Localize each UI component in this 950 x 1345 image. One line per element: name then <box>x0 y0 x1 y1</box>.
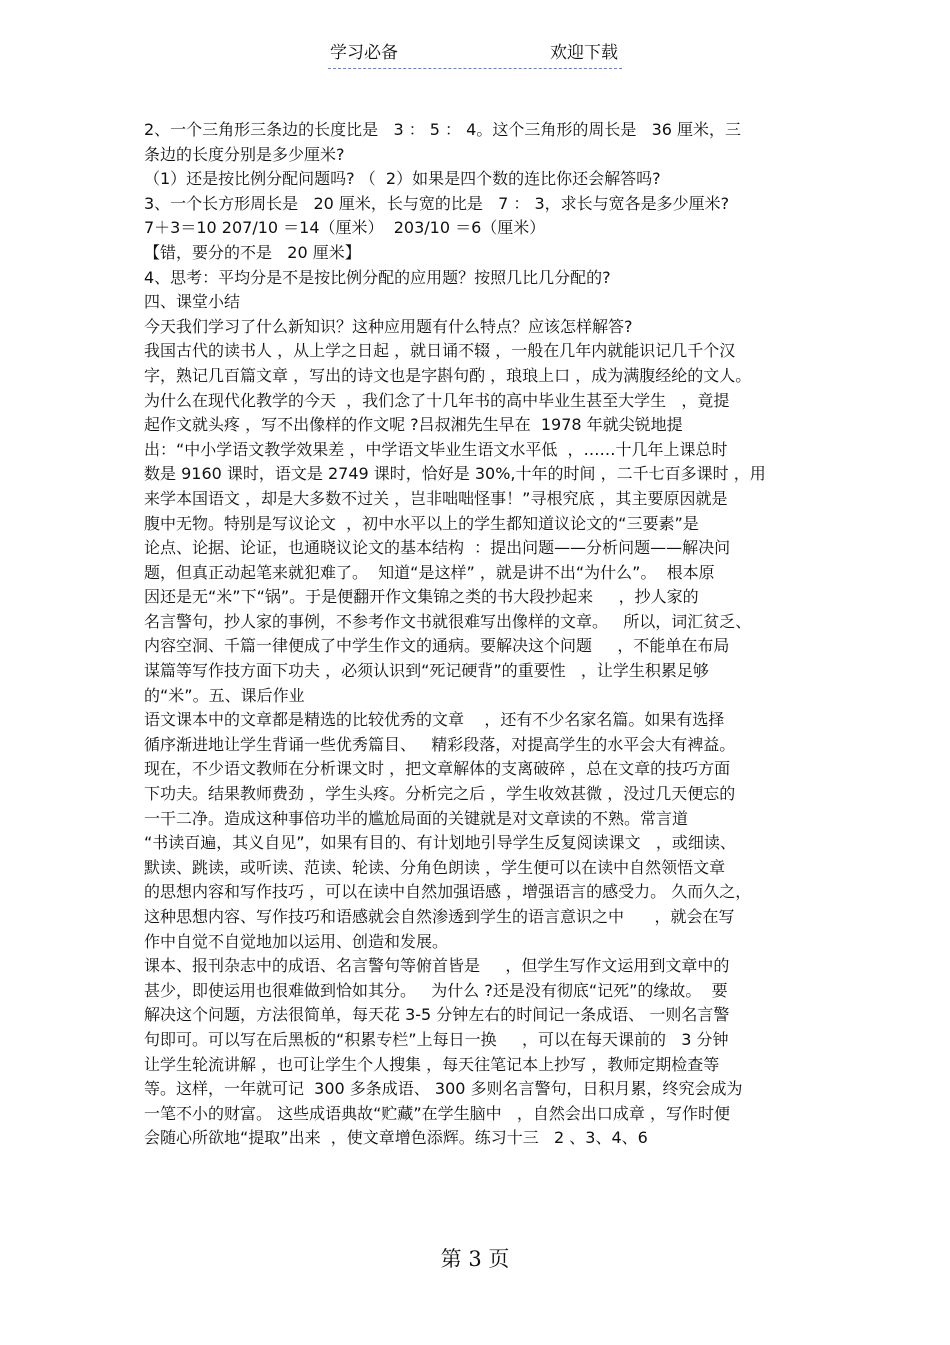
text-line: 甚少，即使运用也很难做到恰如其分。 为什么 ?还是没有彻底“记死”的缘故。 要 <box>144 980 728 1000</box>
text-line: 让学生轮流讲解 ，也可让学生个人搜集 ，每天往笔记本上抄写 ，教师定期检查等 <box>144 1054 720 1074</box>
text-line: 数是 9160 课时，语文是 2749 课时，恰好是 30%,十年的时间 ，二千七百多课时 ，用 <box>144 464 766 484</box>
page-header <box>328 42 622 69</box>
header-left-text: 学习必备 <box>330 43 398 63</box>
text-line: 2、一个三角形三条边的长度比是 3 ： 5 ： 4。这个三角形的周长是 36 厘米，三 <box>144 120 742 139</box>
text-line: 腹中无物。特别是写议论文 ，初中水平以上的学生都知道议论文的“三要素”是 <box>144 513 699 533</box>
text-line: 现在，不少语文教师在分析课文时 ，把文章解体的支离破碎 ，总在文章的技巧方面 <box>144 759 731 779</box>
section-heading: 四、课堂小结 <box>144 292 241 312</box>
text-line: 一笔不小的财富。 这些成语典故“贮藏”在学生脑中 ，自然会出口成章 ，写作时便 <box>144 1103 731 1123</box>
text-line: 题，但真正动起笔来就犯难了。 知道“是这样” ，就是讲不出“为什么”。 根本原 <box>144 562 715 582</box>
text-line: 的思想内容和写作技巧 ，可以在读中自然加强语感 ，增强语言的感受力。 久而久之， <box>144 882 752 902</box>
text-line: 起作文就头疼 ，写不出像样的作文呢 ?吕叔湘先生早在 1978 年就尖锐地提 <box>144 415 683 435</box>
text-line: 因还是无“米”下“锅”。于是便翻开作文集锦之类的书大段抄起来 ，抄人家的 <box>144 587 699 607</box>
text-line: 我国古代的读书人 ，从上学之日起 ，就日诵不辍 ，一般在几年内就能识记几千个汉 <box>144 341 736 361</box>
text-line: 为什么在现代化教学的今天 ，我们念了十几年书的高中毕业生甚至大学生 ，竟提 <box>144 390 730 410</box>
text-line: 解决这个问题，方法很简单，每天花 3-5 分钟左右的时间记一条成语、 一则名言警 <box>144 1005 730 1025</box>
text-line: 课本、报刊杂志中的成语、名言警句等俯首皆是 ，但学生写作文运用到文章中的 <box>144 956 730 976</box>
text-line: （1）还是按比例分配问题吗? （ 2）如果是四个数的连比你还会解答吗? <box>144 169 661 189</box>
text-line: 语文课本中的文章都是精选的比较优秀的文章 ，还有不少名家名篇。如果有选择 <box>144 710 725 730</box>
text-line: 循序渐进地让学生背诵一些优秀篇目、 精彩段落，对提高学生的水平会大有裨益。 <box>144 734 736 754</box>
text-line: 默读、跳读，或听读、范读、轮读、分角色朗读 ，学生便可以在读中自然领悟文章 <box>144 857 726 877</box>
page-number: 第 3 页 <box>440 1247 510 1271</box>
text-line: 等。这样，一年就可记 300 多条成语、 300 多则名言警句，日积月累，终究会成为 <box>144 1079 743 1099</box>
text-line: 下功夫。结果教师费劲 ，学生头疼。分析完之后 ，学生收效甚微 ，没过几天便忘的 <box>144 784 736 804</box>
text-line: 7＋3＝10 207/10 ＝14（厘米） 203/10 ＝6（厘米） <box>144 218 546 238</box>
text-line: 【错，要分的不是 20 厘米】 <box>144 242 361 262</box>
text-line: 一干二净。造成这种事倍功半的尴尬局面的关键就是对文章读的不熟。常言道 <box>144 808 689 828</box>
text-line: 名言警句，抄人家的事例，不参考作文书就很难写出像样的文章。 所以，词汇贫乏、 <box>144 611 752 631</box>
text-line: 字，熟记几百篇文章 ，写出的诗文也是字斟句酌 ，琅琅上口 ，成为满腹经纶的文人。 <box>144 365 752 385</box>
text-line: 论点、论据、论证，也通晓议论文的基本结构 ：提出问题——分析问题——解决问 <box>144 538 731 558</box>
text-line: 今天我们学习了什么新知识？这种应用题有什么特点？应该怎样解答? <box>144 316 633 336</box>
text-line: 内容空洞、千篇一律便成了中学生作文的通病。要解决这个问题 ，不能单在布局 <box>144 636 730 656</box>
text-line: 3、一个长方形周长是 20 厘米，长与宽的比是 7 ： 3，求长与宽各是多少厘米? <box>144 193 730 213</box>
text-line: 会随心所欲地“提取”出来 ，使文章增色添辉。练习十三 2 、3、4、6 <box>144 1128 648 1148</box>
text-line: 条边的长度分别是多少厘米? <box>144 144 345 164</box>
text-line: 作中自觉不自觉地加以运用、创造和发展。 <box>144 931 449 951</box>
header-right-text: 欢迎下载 <box>550 43 618 63</box>
text-line: 的“米”。五、课后作业 <box>144 685 305 705</box>
text-line: 出：“中小学语文教学效果差 ，中学语文毕业生语文水平低 ，……十几年上课总时 <box>144 439 728 459</box>
text-line: “书读百遍，其义自见”，如果有目的、有计划地引导学生反复阅读课文 ，或细读、 <box>144 833 736 853</box>
text-line: 谋篇等写作技方面下功夫 ，必须认识到“死记硬背”的重要性 ，让学生积累足够 <box>144 661 709 681</box>
document-body <box>144 118 824 1151</box>
text-line: 句即可。可以写在后黑板的“积累专栏”上每日一换 ，可以在每天课前的 3 分钟 <box>144 1029 729 1049</box>
text-line: 4、思考：平均分是不是按比例分配的应用题？按照几比几分配的? <box>144 267 611 287</box>
text-line: 这种思想内容、写作技巧和语感就会自然渗透到学生的语言意识之中 ，就会在写 <box>144 907 735 926</box>
text-line: 来学本国语文 ，却是大多数不过关 ，岂非咄咄怪事！”寻根究底 ，其主要原因就是 <box>144 488 728 508</box>
